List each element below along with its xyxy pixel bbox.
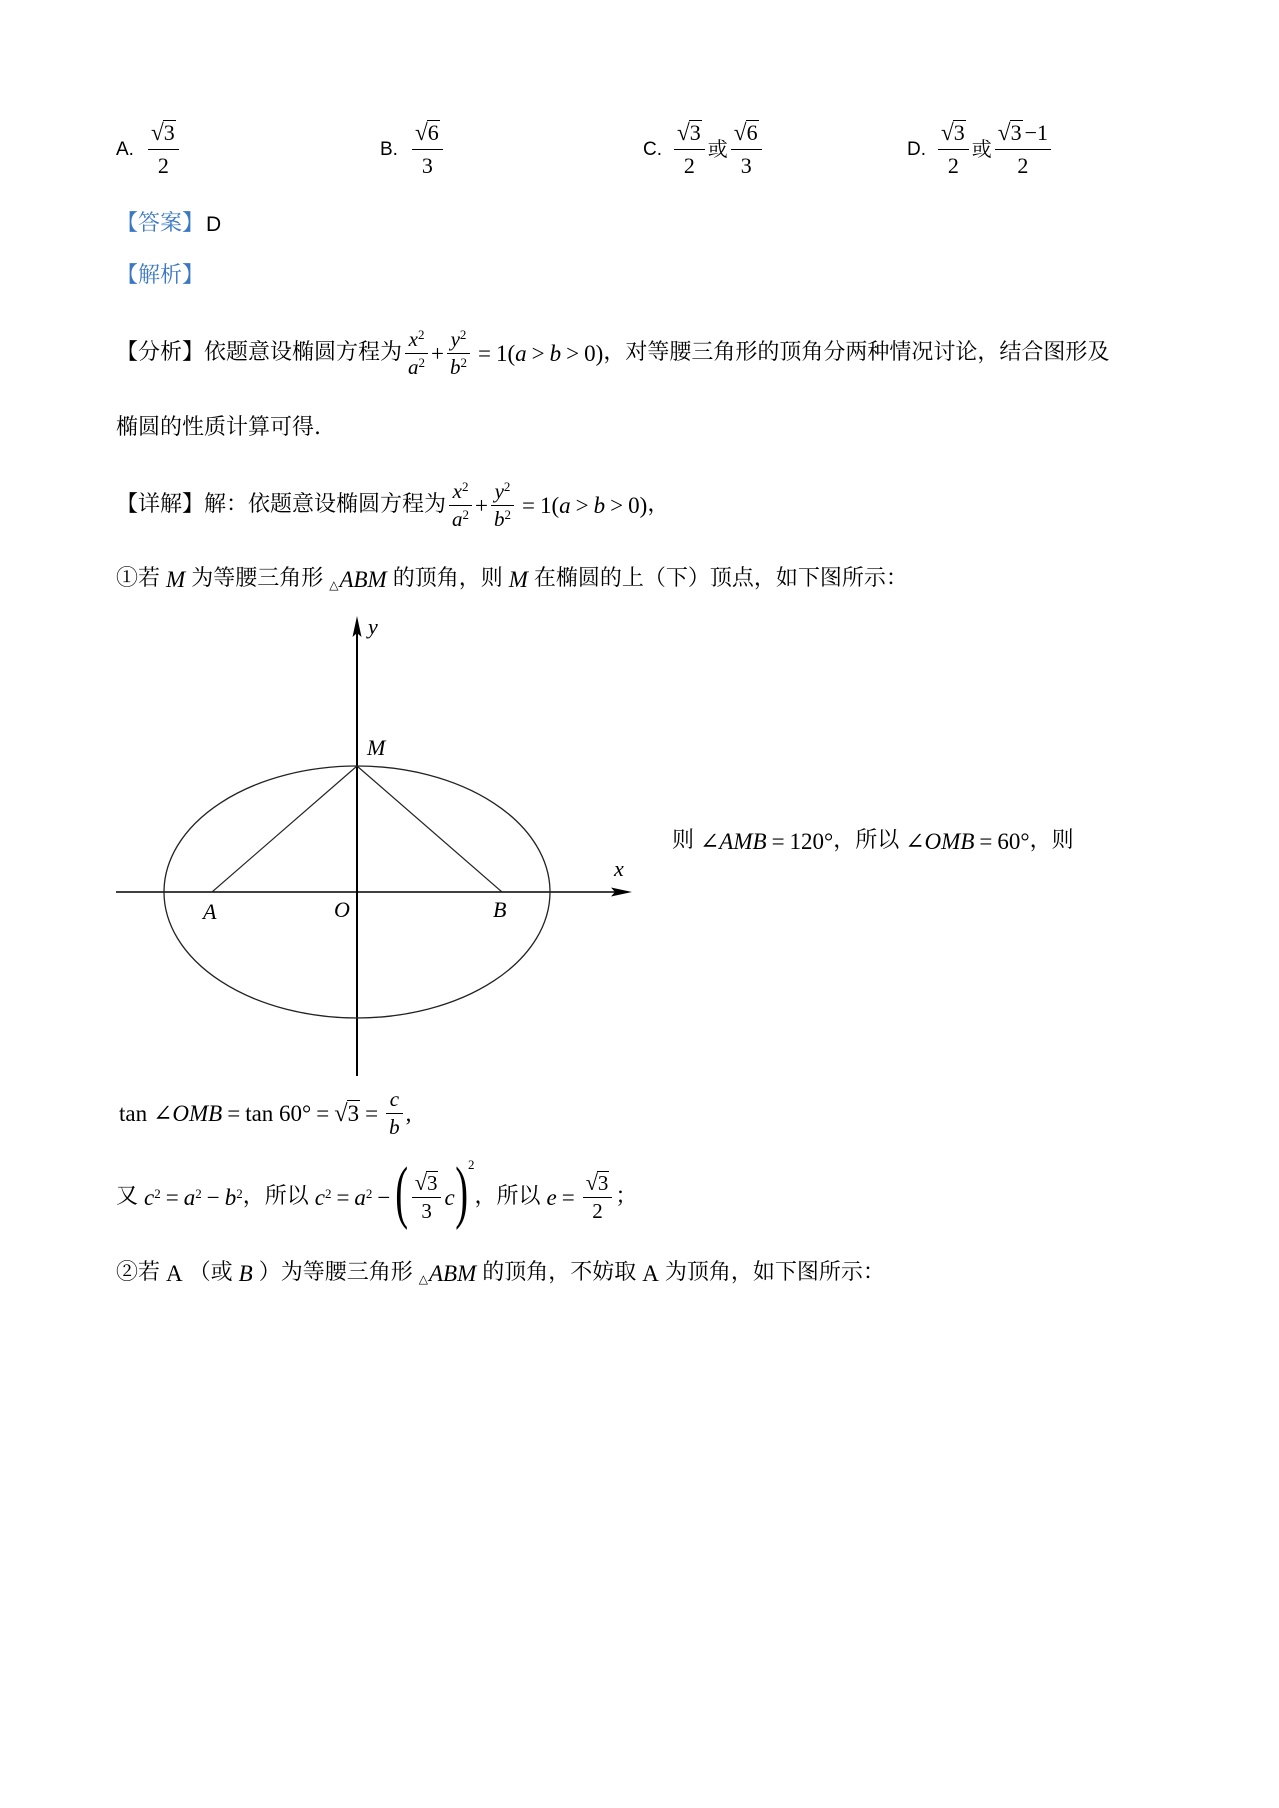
var-x: x (452, 478, 462, 503)
radical-sign: √ (941, 120, 954, 146)
option-d-fraction-1 (938, 117, 969, 181)
sqrt3-over-3 (412, 1169, 442, 1225)
var-y: y (450, 326, 460, 351)
case1-text-2: 的顶角，则 (392, 566, 503, 591)
plus-sign: + (431, 340, 445, 366)
denominator-2: 2 (592, 1199, 603, 1223)
greater-than: > (610, 492, 624, 518)
radicand: 6 (746, 120, 758, 145)
option-a-fraction (148, 117, 179, 181)
radicand: 6 (427, 120, 439, 145)
angle-name: OMB (172, 1100, 223, 1126)
detail-lead-text: 解：依题意设椭圆方程为 (204, 492, 447, 517)
point-m-label: M (367, 735, 386, 760)
solution-line (116, 261, 204, 291)
option-a-label: A. (116, 138, 134, 160)
ecc-text-2: ，所以 (242, 1184, 309, 1209)
angle-value: 60° (997, 828, 1030, 854)
radical-sign: √ (997, 120, 1011, 146)
tan-function: tan (119, 1100, 148, 1126)
radical-sign: √ (414, 120, 428, 146)
sqrt-3 (334, 1100, 360, 1126)
exponent: 2 (503, 478, 511, 494)
var-c: c (444, 1184, 455, 1210)
option-d-fraction-2 (995, 117, 1051, 181)
triangle-symbol: △ (329, 577, 339, 592)
solution-tag: 【解析】 (116, 263, 205, 288)
radicand: 3 (163, 120, 175, 145)
var-b: b (224, 1184, 237, 1210)
analysis-line-2-text: 椭圆的性质计算可得. (116, 415, 321, 440)
equals-sign: = (561, 1184, 575, 1210)
angle-name: AMB (719, 828, 767, 854)
radicand: 3 (689, 120, 701, 145)
cond-b: b (549, 340, 562, 366)
option-d-denominator-1: 2 (947, 153, 959, 178)
cond-a: a (559, 492, 571, 518)
option-d-numerator-1 (938, 117, 969, 150)
exponent: 2 (236, 1185, 243, 1201)
plus-sign: + (475, 492, 489, 518)
analysis-line-2 (116, 413, 321, 443)
equals-sign: = (771, 828, 785, 854)
radicand: 3 (1010, 120, 1022, 145)
cond-zero: 0) (628, 492, 648, 518)
sqrt3-numerator (583, 1169, 613, 1198)
option-c-or: 或 (707, 137, 728, 161)
left-parenthesis: ( (395, 1154, 409, 1231)
segment-ma (212, 766, 357, 892)
cond-zero: 0) (584, 340, 604, 366)
detail-x-term (449, 478, 472, 533)
radicand: 3 (953, 120, 965, 145)
y-squared (491, 478, 514, 506)
option-b-denominator: 3 (421, 153, 433, 178)
exponent: 2 (504, 506, 512, 522)
var-e: e (546, 1184, 557, 1210)
case2-text-3: 的顶角，不妨取 (482, 1260, 637, 1285)
equals-sign: = (979, 828, 993, 854)
var-c: c (144, 1184, 155, 1210)
radicand: 3 (426, 1171, 438, 1195)
var-x: x (408, 326, 418, 351)
option-c-denominator-2: 3 (740, 153, 752, 178)
var-a: A (166, 1260, 183, 1286)
cond-b: b (593, 492, 606, 518)
case1-marker: ①若 (116, 566, 161, 591)
cond-a: a (515, 340, 527, 366)
sqrt3-over-2 (583, 1169, 613, 1225)
radical-sign: √ (585, 1170, 598, 1195)
radical-sign: √ (733, 120, 747, 146)
tan-60: tan 60° (245, 1100, 312, 1126)
var-a: a (408, 354, 419, 379)
case2-text-4: 为顶角，如下图所示： (664, 1260, 885, 1285)
minus-sign: − (206, 1184, 220, 1210)
option-d-denominator-2: 2 (1017, 153, 1029, 178)
answer-line (116, 209, 221, 239)
a-squared (449, 506, 472, 533)
var-a: a (452, 506, 463, 531)
ecc-tail: ； (615, 1184, 638, 1209)
answer-value: D (206, 212, 222, 236)
equals-sign: = (478, 340, 491, 366)
option-b-label: B. (380, 138, 398, 160)
figure-ellipse-case1 (100, 610, 640, 1085)
note-text-3: ，则 (1029, 828, 1074, 853)
triangle-abm (329, 568, 387, 591)
option-d-label: D. (907, 138, 926, 160)
equals-sign: = (227, 1100, 241, 1126)
analysis-line-1 (116, 321, 1109, 385)
exponent: 2 (462, 506, 470, 522)
equals-sign: = (336, 1184, 350, 1210)
triangle-name: ABM (339, 566, 387, 592)
angle-omb (905, 830, 1029, 853)
analysis-lead-text: 依题意设椭圆方程为 (204, 340, 403, 365)
option-a (116, 115, 182, 183)
point-b-label: B (493, 897, 507, 922)
note-text-2: ，所以 (833, 828, 900, 853)
case2-text-2: ）为等腰三角形 (258, 1260, 413, 1285)
radical-sign: √ (334, 1099, 348, 1127)
option-b-fraction (412, 117, 443, 181)
point-o-label: O (334, 897, 350, 922)
denominator-b: b (389, 1114, 400, 1139)
detail-eq-rhs (517, 494, 647, 517)
point-a-label: A (203, 899, 217, 924)
case2-text-1: （或 (188, 1260, 233, 1285)
greater-than: > (566, 340, 580, 366)
case2-line (116, 1258, 885, 1288)
numerator-c: c (386, 1086, 403, 1114)
eccentricity-result (546, 1186, 579, 1209)
eccentricity-line (116, 1155, 637, 1239)
var-m: M (508, 566, 528, 592)
right-parenthesis: ) (454, 1154, 468, 1231)
var-y: y (494, 478, 504, 503)
analysis-tail-text: ，对等腰三角形的顶角分两种情况讨论，结合图形及 (603, 340, 1110, 365)
option-c (643, 115, 765, 183)
b-squared (447, 354, 470, 381)
option-b-numerator (412, 117, 443, 150)
triangle-name: ABM (428, 1260, 477, 1286)
axis-x-label: x (614, 856, 624, 881)
equals-sign: = (522, 492, 535, 518)
c-over-b (386, 1086, 403, 1141)
equals-sign: = (165, 1184, 179, 1210)
exponent: 2 (459, 326, 467, 342)
radicand: 3 (347, 1100, 360, 1126)
option-c-fraction-1 (674, 117, 705, 181)
angle-value: 120° (789, 828, 834, 854)
angle-name: OMB (924, 828, 975, 854)
note-text-1: 则 (672, 828, 695, 853)
var-a: a (354, 1184, 366, 1210)
radical-sign: √ (677, 120, 690, 146)
minus-sign: − (377, 1184, 391, 1210)
option-c-numerator-2 (731, 117, 762, 150)
ecc-text-3: ，所以 (474, 1184, 541, 1209)
option-c-fraction-2 (731, 117, 762, 181)
detail-y-term (491, 478, 514, 533)
var-a: a (183, 1184, 196, 1210)
exponent: 2 (365, 1185, 373, 1201)
exponent: 2 (460, 354, 468, 370)
option-c-numerator-1 (674, 117, 705, 150)
option-a-numerator (148, 117, 179, 150)
case1-line (116, 564, 908, 594)
b-squared (491, 506, 514, 533)
detail-tag: 【详解】 (116, 492, 205, 517)
option-d-numerator-2 (995, 117, 1051, 150)
angle-amb (700, 830, 833, 853)
exponent: 2 (467, 1157, 475, 1172)
equals-sign: = (316, 1100, 330, 1126)
analysis-y-term (447, 326, 470, 381)
sqrt3-numerator (412, 1169, 442, 1198)
tan-line (119, 1081, 411, 1145)
var-b: B (238, 1260, 253, 1286)
denominator-3: 3 (421, 1199, 432, 1223)
case1-text-1: 为等腰三角形 (191, 566, 324, 591)
option-d-or: 或 (971, 137, 992, 161)
exponent: 2 (418, 354, 426, 370)
answer-tag: 【答案】 (116, 211, 205, 236)
tan-line-tail: , (405, 1100, 412, 1126)
radical-sign: √ (414, 1170, 427, 1195)
var-b: b (450, 354, 461, 379)
exponent: 2 (154, 1185, 161, 1201)
option-a-denominator: 2 (157, 153, 169, 178)
ecc-text-1: 又 (116, 1184, 139, 1209)
var-a: A (642, 1260, 659, 1286)
radical-sign: √ (150, 120, 164, 146)
angle-omb (153, 1102, 222, 1125)
eq-one: 1( (496, 340, 516, 366)
option-c-label: C. (643, 138, 662, 160)
case2-marker: ②若 (116, 1260, 161, 1285)
eq-one: 1( (540, 492, 560, 518)
x-squared (449, 478, 472, 506)
a-squared (405, 354, 428, 381)
var-b: b (494, 506, 505, 531)
option-b (380, 115, 446, 183)
y-squared (447, 326, 470, 354)
numerator-tail: −1 (1024, 120, 1049, 145)
case1-text-3: 在椭圆的上（下）顶点，如下图所示： (533, 566, 908, 591)
case1-note-line (672, 826, 1074, 856)
triangle-symbol: △ (418, 1271, 428, 1286)
exponent: 2 (417, 326, 425, 342)
analysis-x-term (405, 326, 428, 381)
detail-line (116, 473, 669, 537)
equals-sign: = (365, 1100, 379, 1126)
relation-c-a-b (144, 1186, 243, 1209)
var-m: M (166, 566, 186, 592)
segment-mb (357, 766, 502, 892)
analysis-tag: 【分析】 (116, 340, 205, 365)
var-c: c (314, 1184, 325, 1210)
exponent: 2 (324, 1185, 332, 1201)
option-c-denominator-1: 2 (683, 153, 695, 178)
exponent: 2 (461, 478, 469, 494)
greater-than: > (531, 340, 545, 366)
exponent: 2 (195, 1185, 202, 1201)
x-squared (405, 326, 428, 354)
option-d (907, 115, 1054, 183)
detail-tail-text: ， (647, 492, 670, 517)
greater-than: > (575, 492, 589, 518)
angle-symbol: ∠ (905, 828, 925, 854)
angle-symbol: ∠ (700, 828, 720, 854)
triangle-abm (419, 1262, 477, 1285)
radicand: 3 (597, 1171, 609, 1195)
substitution-lhs (315, 1186, 396, 1209)
analysis-eq-rhs (473, 342, 603, 365)
angle-symbol: ∠ (153, 1100, 173, 1126)
axis-y-label: y (368, 614, 378, 639)
